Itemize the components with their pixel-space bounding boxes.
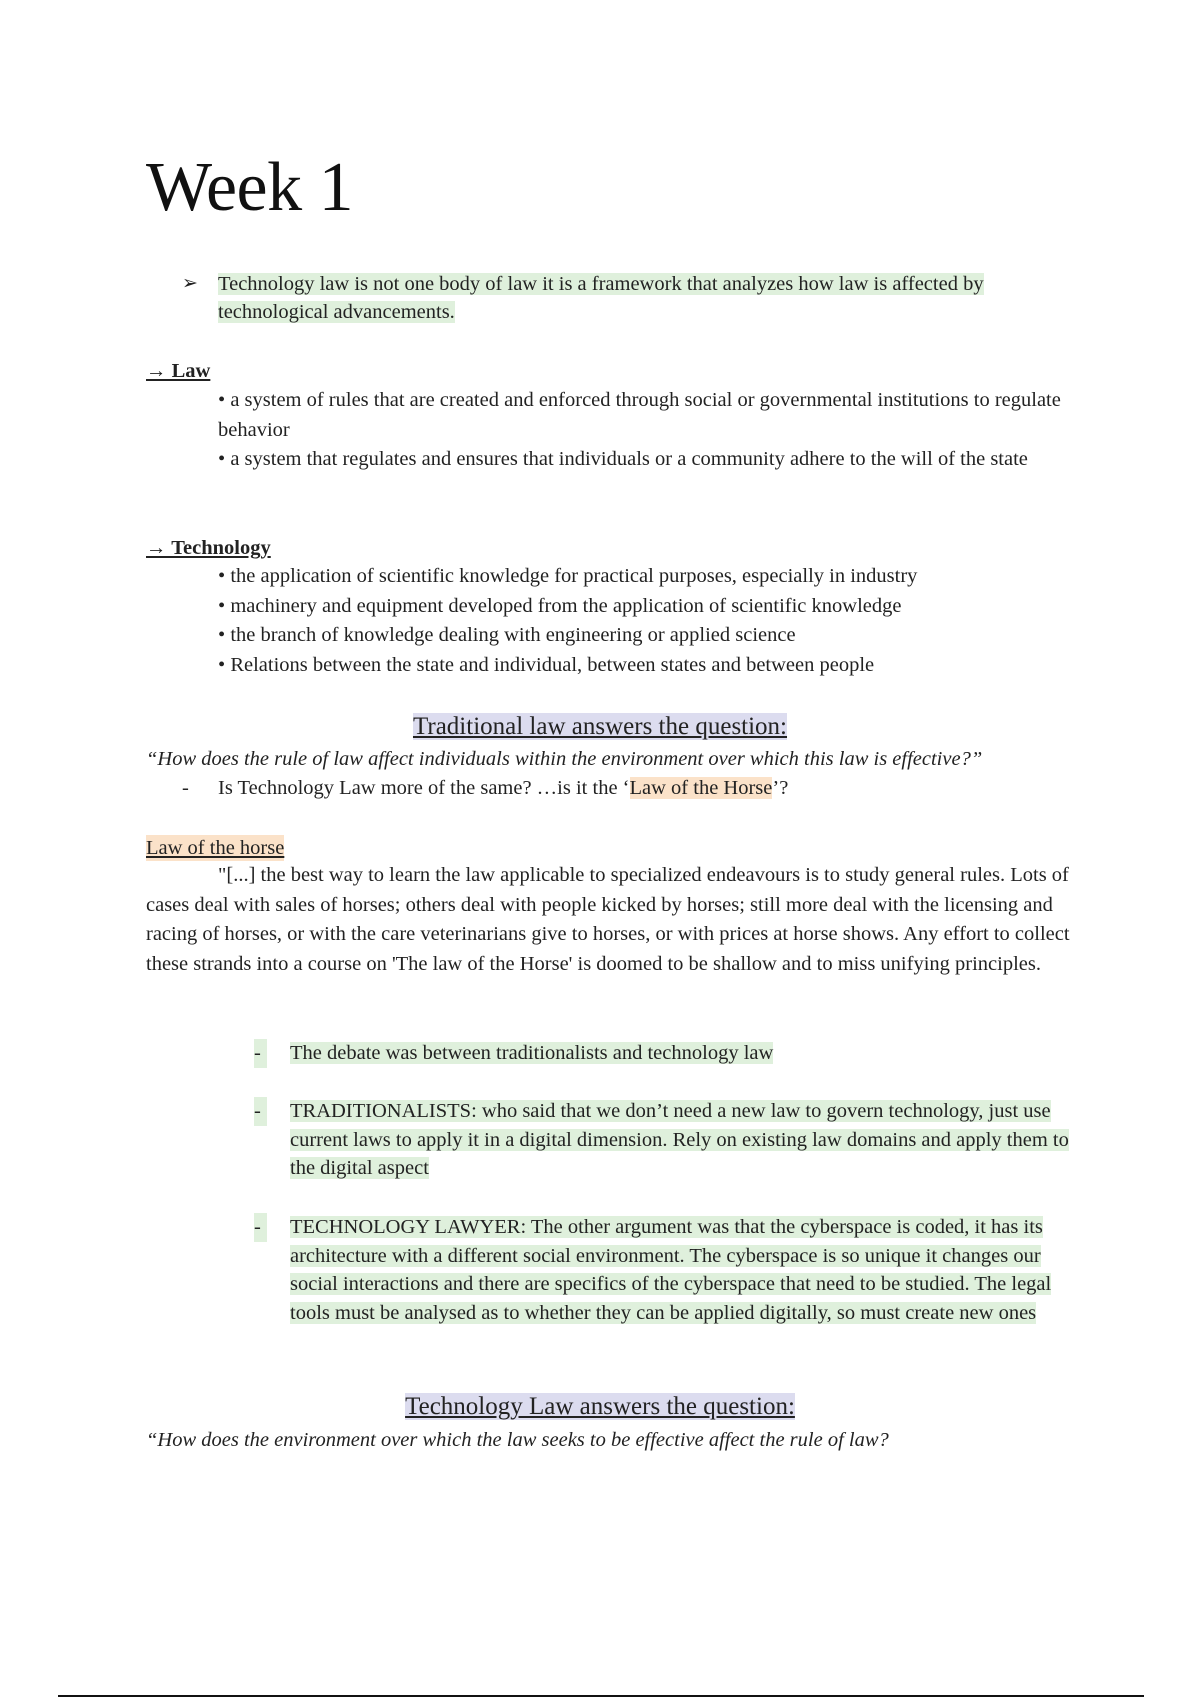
traditional-law-heading-text: Traditional law answers the question: bbox=[412, 713, 788, 740]
dash-bullet: - bbox=[254, 1213, 267, 1242]
law-of-horse-heading: Law of the horse bbox=[146, 837, 285, 859]
list-item: • the application of scientific knowledge for practical purposes, especially in industry bbox=[218, 562, 1080, 592]
debate-point-text: The debate was between traditionalists and technology law bbox=[290, 1042, 774, 1064]
list-item: • a system of rules that are created and enforced through social or governmental institutions to regulate behavior bbox=[218, 386, 1080, 445]
debate-point bbox=[254, 1097, 1084, 1183]
list-item: • a system that regulates and ensures that individuals or a community adhere to the will of the state bbox=[218, 445, 1080, 475]
technology-law-heading bbox=[0, 1391, 1200, 1423]
technology-law-quote: “How does the environment over which the law seeks to be effective affect the rule of law? bbox=[146, 1429, 889, 1451]
traditional-law-heading bbox=[0, 711, 1200, 743]
question-suffix: ’? bbox=[772, 777, 789, 799]
debate-point bbox=[254, 1213, 1084, 1327]
traditional-law-quote: “How does the rule of law affect individuals within the environment over which this law is effective?” bbox=[146, 748, 983, 770]
page-title: Week 1 bbox=[146, 149, 354, 226]
intro-bullet bbox=[182, 270, 1082, 326]
law-heading: → Law bbox=[146, 360, 211, 382]
arrow-bullet-icon: ➢ bbox=[182, 273, 198, 294]
debate-point-text: TRADITIONALISTS: who said that we don’t need a new law to govern technology, just use current laws to apply it in a digital dimension. Rely on existing law domains and apply them to the digital aspect bbox=[290, 1100, 1069, 1179]
dash-bullet: - bbox=[254, 1097, 267, 1126]
question-prefix: Is Technology Law more of the same? …is it the ‘ bbox=[218, 777, 630, 799]
dash-bullet: - bbox=[182, 777, 189, 799]
list-item: • machinery and equipment developed from the application of scientific knowledge bbox=[218, 592, 1080, 622]
debate-point bbox=[254, 1039, 1084, 1068]
law-of-horse-question bbox=[182, 774, 1082, 802]
dash-bullet: - bbox=[254, 1039, 267, 1068]
question-highlight: Law of the Horse bbox=[629, 777, 773, 799]
technology-definitions bbox=[218, 562, 1080, 680]
bottom-divider bbox=[58, 1695, 1144, 1697]
technology-heading: → Technology bbox=[146, 537, 271, 559]
list-item: • the branch of knowledge dealing with engineering or applied science bbox=[218, 621, 1080, 651]
debate-point-text: TECHNOLOGY LAWYER: The other argument was that the cyberspace is coded, it has its architecture with a different social environment. The cyberspace is so unique it changes our social interactions and there are specifics of the cyberspace that need to be studied. The legal tools must be analysed as to whether they can be applied digitally, so must create new ones bbox=[290, 1216, 1052, 1324]
list-item: • Relations between the state and individual, between states and between people bbox=[218, 651, 1080, 681]
law-definitions bbox=[218, 386, 1080, 475]
law-of-horse-paragraph: "[...] the best way to learn the law applicable to specialized endeavours is to study general rules. Lots of cases deal with sales of horses; others deal with people kicked by horses; still more deal with the licensing and racing of horses, or with the care veterinarians give to horses, or with prices at horse shows. Any effort to collect these strands into a course on 'The law of the Horse' is doomed to be shallow and to miss unifying principles. bbox=[146, 864, 1070, 975]
technology-law-heading-text: Technology Law answers the question: bbox=[405, 1393, 795, 1420]
intro-text: Technology law is not one body of law it is a framework that analyzes how law is affected by technological advancements. bbox=[218, 273, 984, 323]
